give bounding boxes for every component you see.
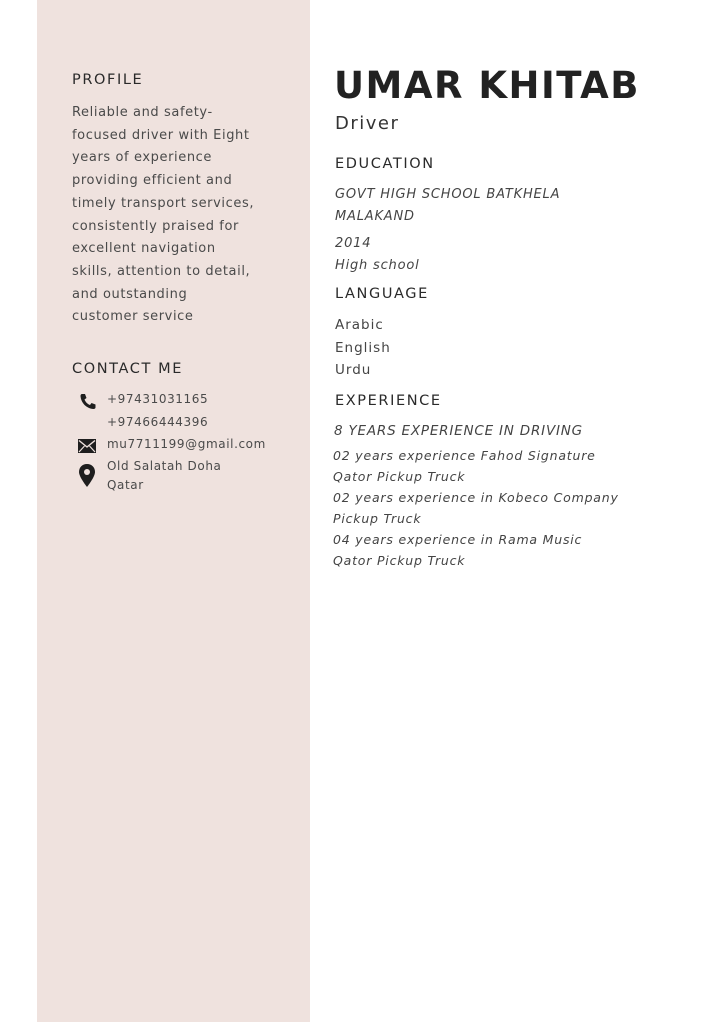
phone-2: +97466444396: [107, 415, 209, 429]
profile-text: [72, 102, 254, 329]
language-item: Arabic: [335, 317, 384, 333]
address-line: Qatar: [107, 478, 144, 492]
profile-line: Reliable and safety-: [72, 105, 213, 120]
language-list: [335, 314, 391, 382]
experience-heading: EXPERIENCE: [335, 393, 442, 409]
education-heading: EDUCATION: [335, 156, 435, 172]
language-item: English: [335, 339, 391, 356]
experience-line: 02 years experience Fahod Signature: [333, 448, 596, 463]
address-line: Old Salatah Doha: [107, 459, 222, 473]
address: [107, 457, 222, 495]
experience-line: Pickup Truck: [333, 511, 422, 526]
profile-line: skills, attention to detail,: [72, 263, 251, 279]
profile-line: and outstanding: [72, 286, 188, 302]
experience-summary: 8 YEARS EXPERIENCE IN DRIVING: [334, 423, 583, 439]
language-item: Urdu: [335, 362, 372, 378]
profile-heading: PROFILE: [72, 72, 144, 88]
experience-list: [333, 445, 619, 571]
experience-line: 02 years experience in Kobeco Company: [333, 490, 619, 505]
profile-line: years of experience: [72, 150, 213, 166]
education-year: 2014: [335, 236, 372, 251]
job-title: Driver: [335, 113, 400, 134]
mail-icon: [77, 437, 97, 455]
profile-line: timely transport services,: [72, 195, 255, 211]
profile-line: providing efficient and: [72, 173, 233, 189]
location-pin-icon: [77, 463, 97, 489]
school-line: GOVT HIGH SCHOOL BATKHELA: [335, 187, 561, 202]
profile-line: focused driver with Eight: [72, 127, 250, 143]
contact-heading: CONTACT ME: [72, 361, 184, 377]
email: mu7711199@gmail.com: [107, 437, 266, 451]
school-line: MALAKAND: [335, 208, 415, 224]
profile-line: consistently praised for: [72, 218, 239, 234]
phone-icon: [78, 392, 98, 410]
experience-line: 04 years experience in Rama Music: [333, 532, 583, 547]
experience-line: Qator Pickup Truck: [333, 469, 466, 484]
education-level: High school: [335, 257, 420, 273]
language-heading: LANGUAGE: [335, 286, 429, 302]
phone-1: +97431031165: [107, 392, 209, 406]
education-details: [335, 184, 560, 276]
candidate-name: UMAR KHITAB: [334, 64, 640, 107]
experience-line: Qator Pickup Truck: [333, 553, 466, 568]
profile-line: customer service: [72, 309, 194, 325]
profile-line: excellent navigation: [72, 241, 216, 257]
